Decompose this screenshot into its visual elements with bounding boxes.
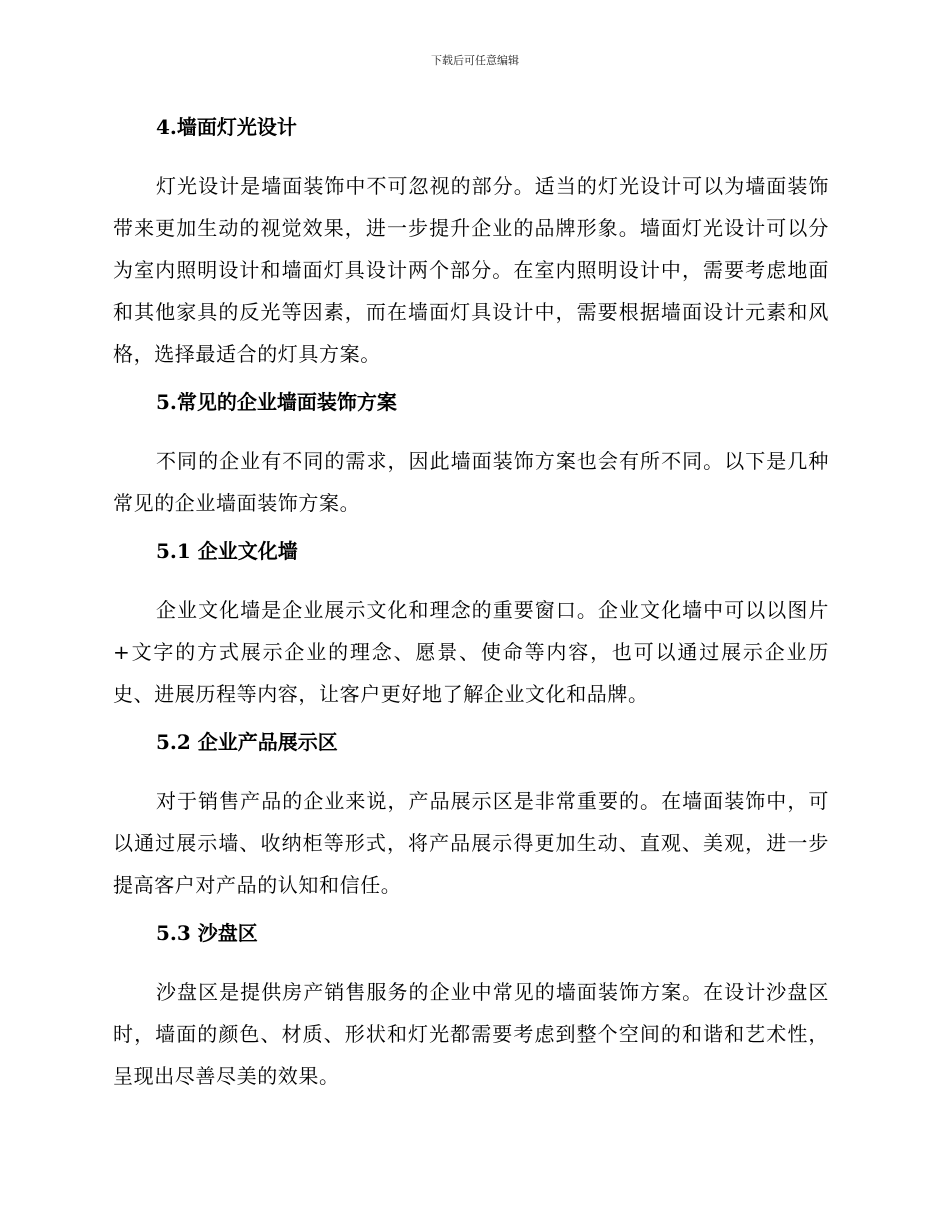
section-heading-product-display: 5.2 企业产品展示区	[156, 730, 338, 754]
section-paragraph-product-display: 对于销售产品的企业来说，产品展示区是非常重要的。在墙面装饰中，可以通过展示墙、收纳柜等形式，将产品展示得更加生动、直观、美观，进一步提高客户对产品的认知和信任。	[113, 789, 829, 897]
section-heading-common-schemes: 5.常见的企业墙面装饰方案	[156, 390, 397, 414]
section-paragraph-common-schemes: 不同的企业有不同的需求，因此墙面装饰方案也会有所不同。以下是几种常见的企业墙面装饰方案。	[113, 449, 829, 515]
section-paragraph-wall-lighting: 灯光设计是墙面装饰中不可忽视的部分。适当的灯光设计可以为墙面装饰带来更加生动的视觉效果，进一步提升企业的品牌形象。墙面灯光设计可以分为室内照明设计和墙面灯具设计两个部分。在室内照明设计中，需要考虑地面和其他家具的反光等因素，而在墙面灯具设计中，需要根据墙面设计元素和风格，选择最适合的灯具方案。	[113, 174, 829, 366]
page-header-note: 下载后可任意编辑	[431, 54, 519, 67]
section-heading-wall-lighting: 4.墙面灯光设计	[156, 115, 297, 139]
section-heading-culture-wall: 5.1 企业文化墙	[156, 539, 298, 563]
section-paragraph-sand-table: 沙盘区是提供房产销售服务的企业中常见的墙面装饰方案。在设计沙盘区时，墙面的颜色、材质、形状和灯光都需要考虑到整个空间的和谐和艺术性，呈现出尽善尽美的效果。	[113, 980, 829, 1088]
section-paragraph-culture-wall: 企业文化墙是企业展示文化和理念的重要窗口。企业文化墙中可以以图片+文字的方式展示企业的理念、愿景、使命等内容，也可以通过展示企业历史、进展历程等内容，让客户更好地了解企业文化和品牌。	[113, 598, 829, 706]
section-heading-sand-table: 5.3 沙盘区	[156, 921, 258, 945]
document-body	[113, 110, 829, 1107]
